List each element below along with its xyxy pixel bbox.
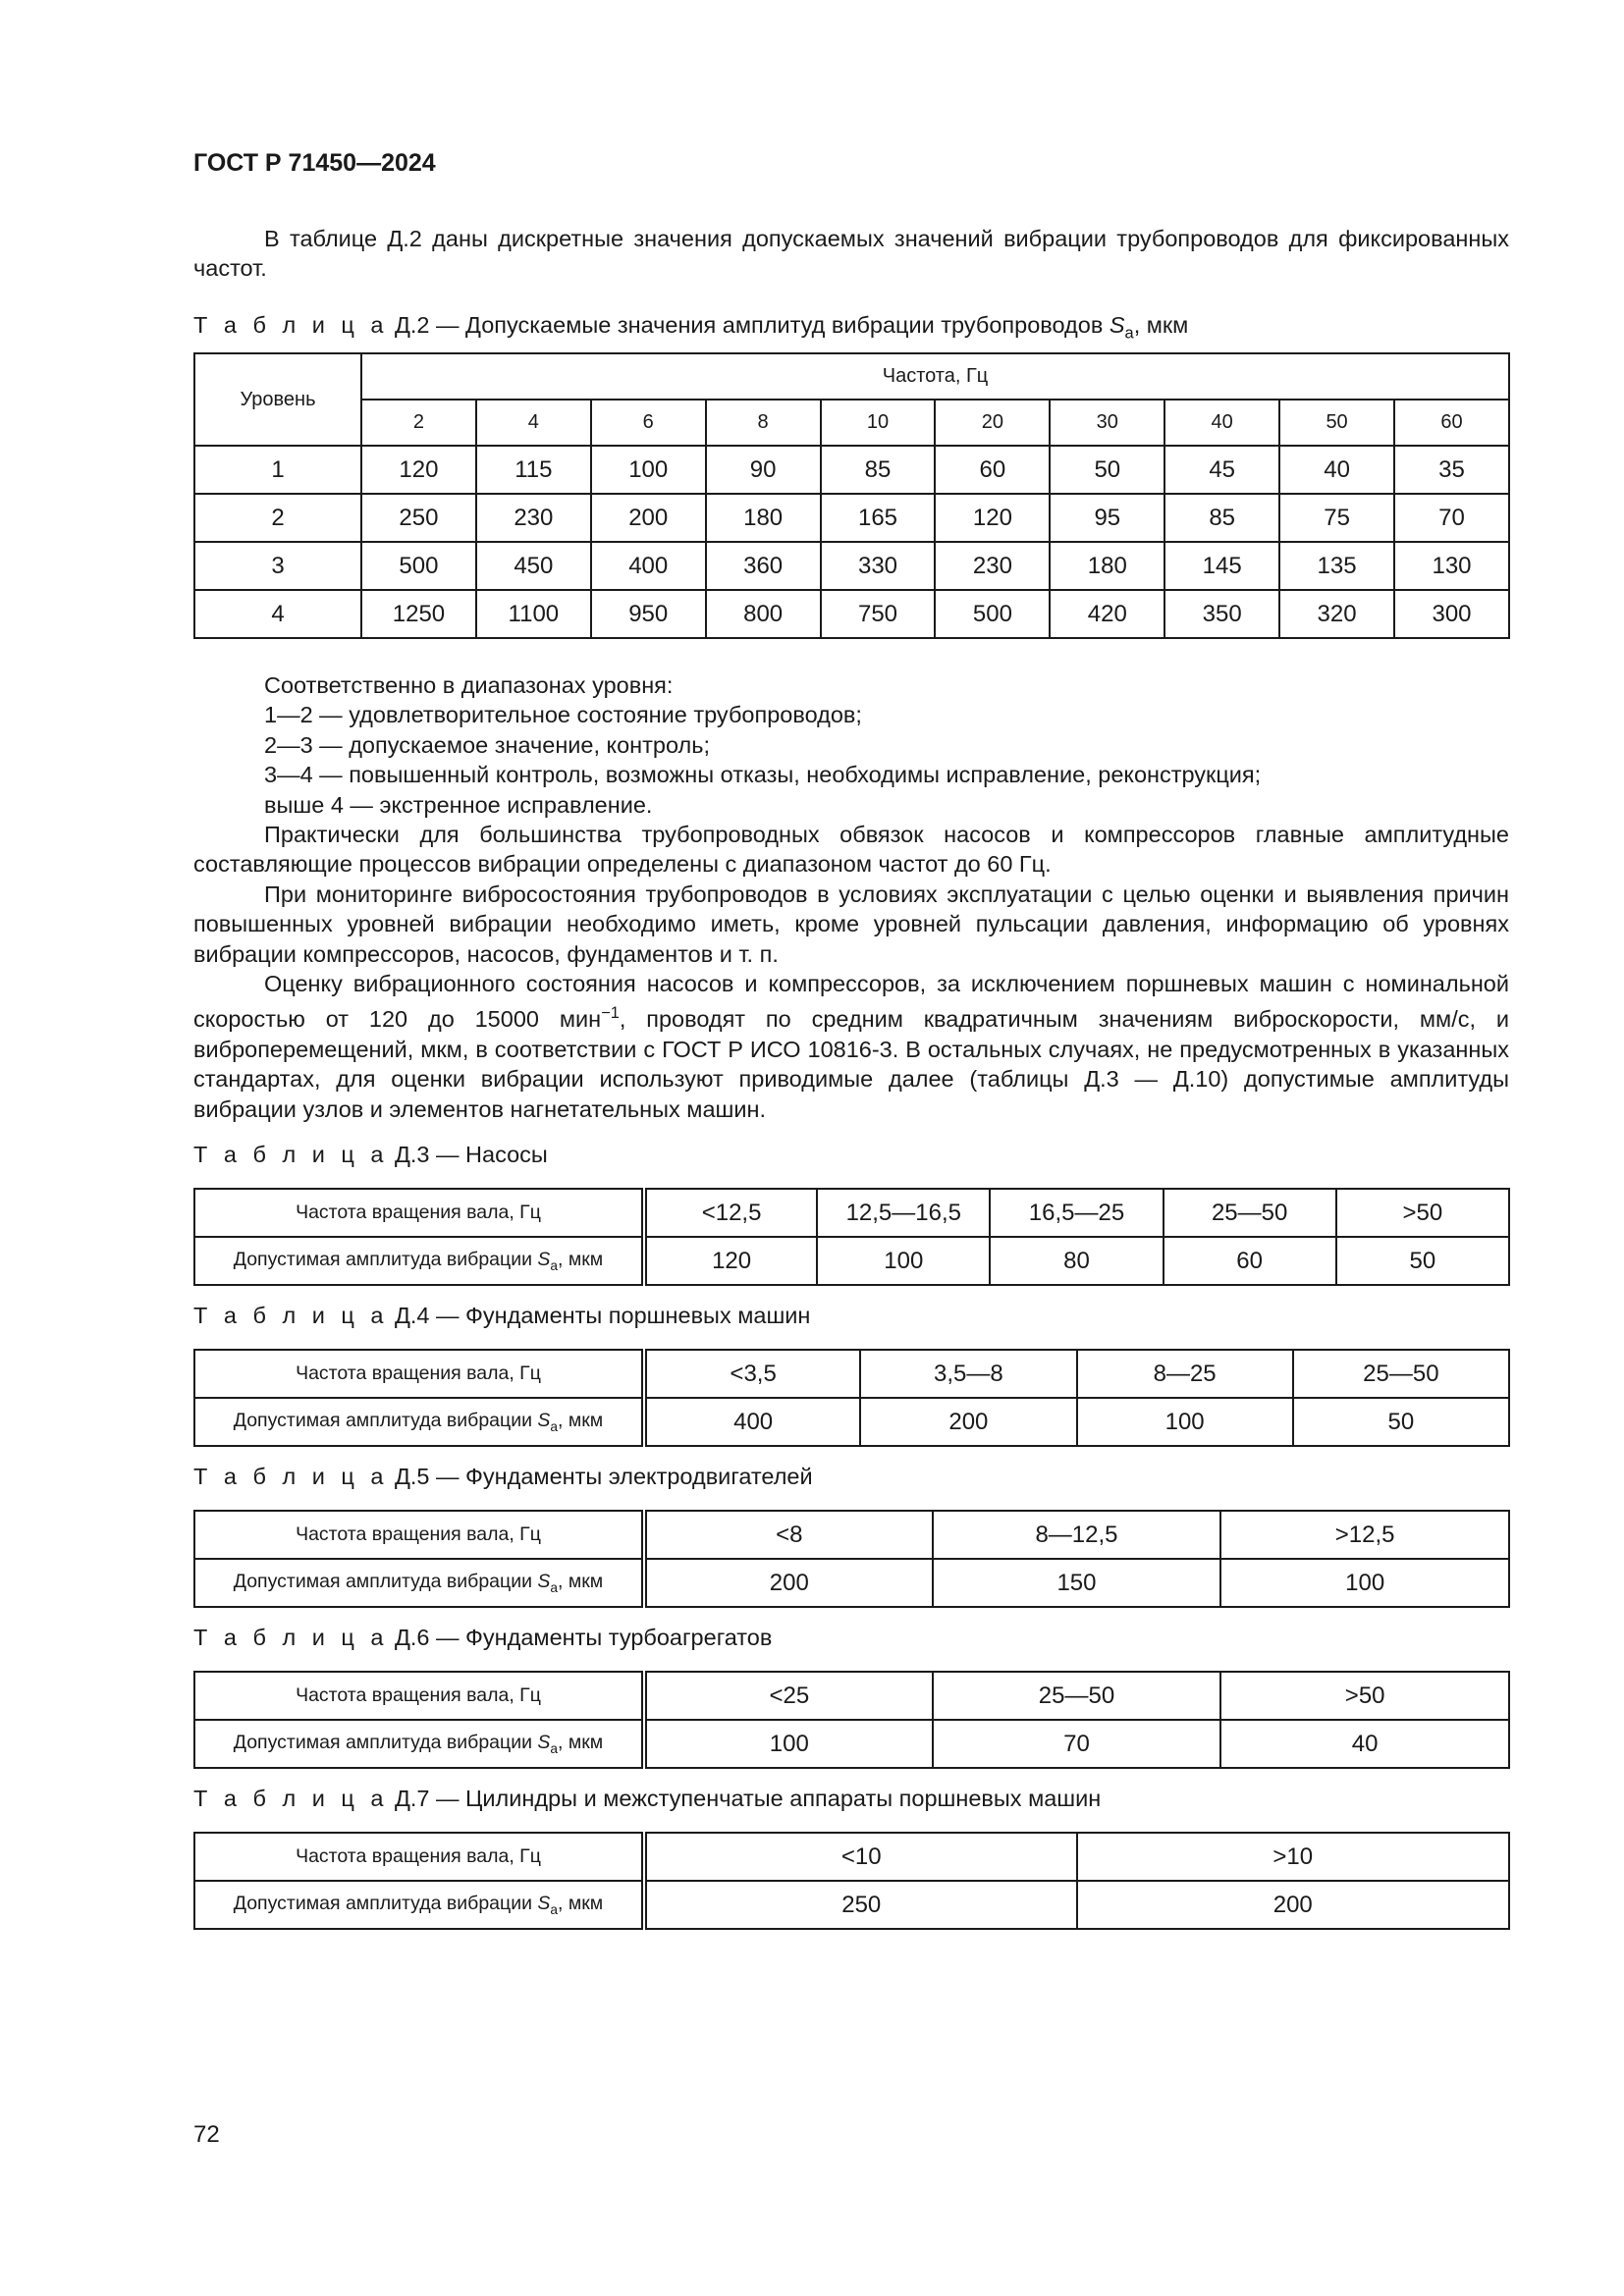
frequency-cell: 30 (1050, 400, 1164, 446)
value-cell: 800 (706, 590, 821, 638)
row-label: Частота вращения вала, Гц (194, 1672, 644, 1720)
value-cell: 1100 (476, 590, 591, 638)
ranges-intro: Соответственно в диапазонах уровня: (264, 672, 674, 698)
table-label: Т а б л и ц а (193, 312, 389, 338)
value-cell: 40 (1279, 446, 1394, 494)
frequency-cell: 50 (1279, 400, 1394, 446)
table-caption (193, 1142, 548, 1168)
amplitude-cell: 200 (860, 1398, 1076, 1446)
value-cell: 85 (821, 446, 936, 494)
value-cell: 180 (706, 494, 821, 542)
amplitude-cell: 400 (644, 1398, 860, 1446)
value-cell: 400 (591, 542, 706, 590)
table-caption (193, 1625, 772, 1651)
paragraph: Практически для большинства трубопроводных обвязок насосов и компрессоров главные амплитудные составляющие процессов вибрации определены с диапазоном частот до 60 Гц. (193, 822, 1509, 878)
value-cell: 120 (361, 446, 476, 494)
page-number: 72 (193, 2121, 220, 2148)
amplitude-cell: 100 (1077, 1398, 1293, 1446)
frequency-cell: 4 (476, 400, 591, 446)
amplitude-symbol: S (537, 1571, 551, 1593)
level-cell: 3 (194, 542, 361, 590)
frequency-cell: <25 (644, 1672, 933, 1720)
value-cell: 330 (821, 542, 936, 590)
amplitude-row (194, 1237, 1509, 1285)
value-cell: 360 (706, 542, 821, 590)
frequency-cell: >50 (1336, 1189, 1509, 1237)
table-row (194, 494, 1509, 542)
frequency-cell: 16,5—25 (990, 1189, 1163, 1237)
table-d6 (193, 1671, 1510, 1769)
value-cell: 120 (935, 494, 1050, 542)
amplitude-symbol: S (537, 1249, 551, 1271)
row-label (194, 1720, 644, 1768)
amplitude-row (194, 1720, 1509, 1768)
value-cell: 1250 (361, 590, 476, 638)
amplitude-cell: 100 (1220, 1559, 1509, 1607)
amplitude-cell: 60 (1164, 1237, 1336, 1285)
value-cell: 75 (1279, 494, 1394, 542)
value-cell: 230 (476, 494, 591, 542)
amplitude-symbol: S (537, 1732, 551, 1754)
frequency-header: Частота, Гц (361, 353, 1509, 400)
amplitude-cell: 50 (1336, 1237, 1509, 1285)
amplitude-cell: 100 (644, 1720, 933, 1768)
amplitude-cell: 120 (644, 1237, 817, 1285)
table-label: Т а б л и ц а (193, 1625, 389, 1650)
value-cell: 750 (821, 590, 936, 638)
frequency-cell: >10 (1077, 1833, 1510, 1881)
label-part: Допустимая амплитуда вибрации (233, 1249, 538, 1271)
intro-paragraph: В таблице Д.2 даны дискретные значения допускаемых значений вибрации трубопроводов для фиксированных частот. (193, 226, 1509, 281)
paragraph (193, 969, 1509, 1124)
table-title: Д.2 — Допускаемые значения амплитуд вибрации трубопроводов (394, 312, 1104, 338)
amplitude-symbol: S (1109, 312, 1125, 338)
table-row (194, 446, 1509, 494)
row-label (194, 1237, 644, 1285)
value-cell: 70 (1394, 494, 1509, 542)
table-label: Т а б л и ц а (193, 1786, 389, 1811)
range-item: 2—3 — допускаемое значение, контроль; (264, 731, 711, 758)
frequency-row (194, 1833, 1509, 1881)
table-title: Д.4 — Фундаменты поршневых машин (394, 1303, 811, 1328)
row-label: Частота вращения вала, Гц (194, 1833, 644, 1881)
row-label: Частота вращения вала, Гц (194, 1350, 644, 1398)
frequency-cell: 12,5—16,5 (817, 1189, 990, 1237)
value-cell: 95 (1050, 494, 1164, 542)
level-cell: 1 (194, 446, 361, 494)
table-d2-caption (193, 312, 1188, 344)
table-d5 (193, 1510, 1510, 1608)
frequency-cell: 6 (591, 400, 706, 446)
amplitude-cell: 200 (644, 1559, 933, 1607)
amplitude-row (194, 1398, 1509, 1446)
frequency-cell: 8—25 (1077, 1350, 1293, 1398)
document-code: ГОСТ Р 71450—2024 (193, 149, 436, 177)
amplitude-symbol-sub: a (1124, 324, 1134, 343)
label-part: , мкм (558, 1410, 604, 1432)
value-cell: 130 (1394, 542, 1509, 590)
table-d2 (193, 352, 1510, 639)
row-label: Частота вращения вала, Гц (194, 1511, 644, 1559)
label-part: Допустимая амплитуда вибрации (233, 1732, 538, 1754)
value-cell: 85 (1164, 494, 1279, 542)
paragraph-part: , проводят по средним квадратичным значениям виброскорости, мм/с, и виброперемещений, мкм, в соответствии с ГОСТ Р ИСО 10816-3. В остальных случаях, не предусмотренных в указанных стандартах, для оценки вибрации используют приводимые далее (таблицы Д.3 — Д.10) допустимые амплитуды вибрации узлов и элементов нагнетательных машин. (193, 1006, 1510, 1122)
value-cell: 320 (1279, 590, 1394, 638)
frequency-cell: 3,5—8 (860, 1350, 1076, 1398)
amplitude-row (194, 1881, 1509, 1929)
table-label: Т а б л и ц а (193, 1464, 389, 1489)
frequency-cell: 25—50 (933, 1672, 1221, 1720)
frequency-cell: 60 (1394, 400, 1509, 446)
amplitude-symbol-sub: a (550, 1901, 559, 1917)
table-caption (193, 1786, 1101, 1812)
value-cell: 60 (935, 446, 1050, 494)
label-part: Допустимая амплитуда вибрации (233, 1410, 538, 1432)
row-label (194, 1559, 644, 1607)
value-cell: 165 (821, 494, 936, 542)
table-label: Т а б л и ц а (193, 1142, 389, 1167)
label-part: Допустимая амплитуда вибрации (233, 1571, 538, 1593)
value-cell: 115 (476, 446, 591, 494)
frequency-cell: 2 (361, 400, 476, 446)
value-cell: 230 (935, 542, 1050, 590)
frequency-row (194, 1672, 1509, 1720)
frequency-row (194, 1350, 1509, 1398)
value-cell: 950 (591, 590, 706, 638)
value-cell: 350 (1164, 590, 1279, 638)
body-text (193, 670, 1509, 1124)
value-cell: 500 (361, 542, 476, 590)
value-cell: 145 (1164, 542, 1279, 590)
amplitude-symbol-sub: a (550, 1740, 559, 1756)
amplitude-row (194, 1559, 1509, 1607)
value-cell: 300 (1394, 590, 1509, 638)
value-cell: 90 (706, 446, 821, 494)
paragraph-part: Оценку вибрационного состояния насосов и компрессоров, за исключением поршневых машин с номинальной скоростью от 120 до 15000 мин (193, 971, 1509, 1033)
value-cell: 500 (935, 590, 1050, 638)
label-part: Допустимая амплитуда вибрации (233, 1893, 538, 1915)
table-row (194, 542, 1509, 590)
amplitude-cell: 40 (1220, 1720, 1509, 1768)
frequency-cell: 8 (706, 400, 821, 446)
level-header: Уровень (194, 353, 361, 446)
level-cell: 4 (194, 590, 361, 638)
table-title: Д.6 — Фундаменты турбоагрегатов (394, 1625, 773, 1650)
amplitude-cell: 250 (644, 1881, 1077, 1929)
frequency-cell: 20 (935, 400, 1050, 446)
row-label (194, 1398, 644, 1446)
superscript: −1 (601, 1004, 620, 1023)
amplitude-cell: 80 (990, 1237, 1163, 1285)
label-part: , мкм (558, 1732, 604, 1754)
amplitude-cell: 150 (933, 1559, 1221, 1607)
value-cell: 135 (1279, 542, 1394, 590)
range-item: 1—2 — удовлетворительное состояние трубопроводов; (264, 702, 862, 728)
row-label (194, 1881, 644, 1929)
value-cell: 420 (1050, 590, 1164, 638)
amplitude-cell: 50 (1293, 1398, 1509, 1446)
table-d3 (193, 1188, 1510, 1286)
frequency-cell: 25—50 (1293, 1350, 1509, 1398)
amplitude-cell: 70 (933, 1720, 1221, 1768)
label-part: , мкм (558, 1893, 604, 1915)
frequency-row (194, 1511, 1509, 1559)
value-cell: 35 (1394, 446, 1509, 494)
row-label: Частота вращения вала, Гц (194, 1189, 644, 1237)
amplitude-symbol-sub: a (550, 1579, 559, 1595)
table-title: Д.3 — Насосы (394, 1142, 548, 1167)
paragraph: При мониторинге вибросостояния трубопроводов в условиях эксплуатации с целью оценки и выявления причин повышенных уровней вибрации необходимо иметь, кроме уровней пульсации давления, информацию об уровнях вибрации компрессоров, насосов, фундаментов и т. п. (193, 881, 1509, 967)
table-label: Т а б л и ц а (193, 1303, 389, 1328)
table-title: Д.7 — Цилиндры и межступенчатые аппараты поршневых машин (394, 1786, 1102, 1811)
frequency-cell: 10 (821, 400, 936, 446)
value-cell: 45 (1164, 446, 1279, 494)
table-caption (193, 1464, 813, 1490)
frequency-row (194, 1189, 1509, 1237)
table-row (194, 590, 1509, 638)
value-cell: 100 (591, 446, 706, 494)
frequency-cell: <10 (644, 1833, 1077, 1881)
frequency-cell: 8—12,5 (933, 1511, 1221, 1559)
amplitude-cell: 100 (817, 1237, 990, 1285)
table-d4 (193, 1349, 1510, 1447)
frequency-cell: 40 (1164, 400, 1279, 446)
value-cell: 180 (1050, 542, 1164, 590)
amplitude-symbol-sub: a (550, 1257, 559, 1273)
label-part: , мкм (558, 1571, 604, 1593)
table-d7 (193, 1832, 1510, 1930)
value-cell: 450 (476, 542, 591, 590)
frequency-cell: <12,5 (644, 1189, 817, 1237)
table-caption (193, 1303, 810, 1329)
unit: , мкм (1133, 312, 1189, 338)
range-item: 3—4 — повышенный контроль, возможны отказы, необходимы исправление, реконструкция; (264, 762, 1262, 788)
value-cell: 250 (361, 494, 476, 542)
frequency-cell: <3,5 (644, 1350, 860, 1398)
frequency-cell: >50 (1220, 1672, 1509, 1720)
frequency-cell: 25—50 (1164, 1189, 1336, 1237)
frequency-cell: <8 (644, 1511, 933, 1559)
label-part: , мкм (558, 1249, 604, 1271)
amplitude-cell: 200 (1077, 1881, 1510, 1929)
amplitude-symbol: S (537, 1893, 551, 1915)
amplitude-symbol-sub: a (550, 1418, 559, 1434)
value-cell: 200 (591, 494, 706, 542)
level-cell: 2 (194, 494, 361, 542)
frequency-cell: >12,5 (1220, 1511, 1509, 1559)
value-cell: 50 (1050, 446, 1164, 494)
range-item: выше 4 — экстренное исправление. (264, 791, 653, 818)
amplitude-symbol: S (537, 1410, 551, 1432)
table-title: Д.5 — Фундаменты электродвигателей (394, 1464, 813, 1489)
